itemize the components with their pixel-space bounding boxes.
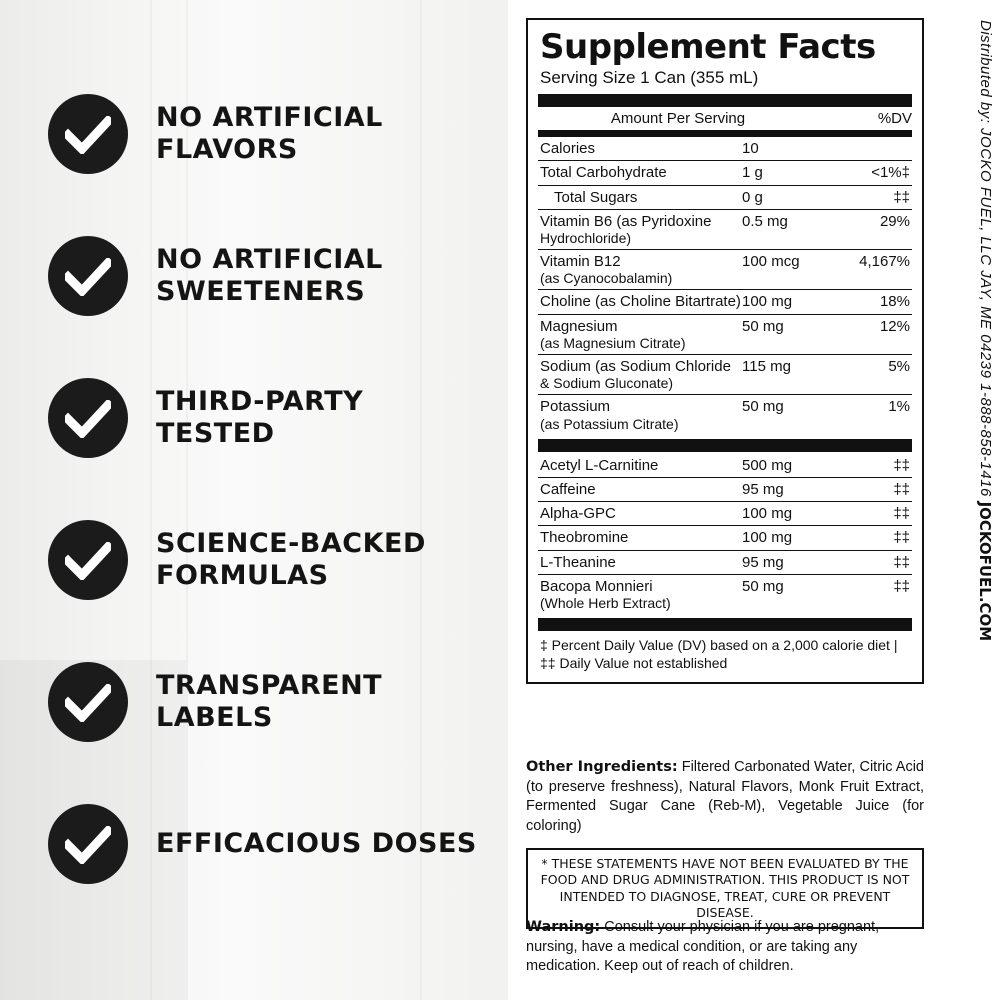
divider-thick <box>538 618 912 631</box>
check-icon <box>48 94 128 174</box>
table-header-row <box>538 107 912 130</box>
nutrient-amount: 1 g <box>742 164 763 182</box>
ingredient-dv: ‡‡ <box>893 480 910 498</box>
benefit-item <box>48 72 508 196</box>
nutrient-name-main: Magnesium <box>540 317 618 335</box>
supplement-facts-title: Supplement Facts <box>540 27 876 67</box>
nutrient-dv: 12% <box>879 317 910 335</box>
nutrient-amount: 0.5 mg <box>742 212 788 230</box>
fda-disclaimer-text: * THESE STATEMENTS HAVE NOT BEEN EVALUATED BY THE FOOD AND DRUG ADMINISTRATION. THIS PRODUCT IS NOT INTENDED TO DIAGNOSE, TREAT, CURE OR PREVENT DISEASE. <box>540 856 910 920</box>
nutrient-name-main: Vitamin B12 <box>540 253 621 271</box>
fda-disclaimer-box <box>526 848 924 929</box>
nutrient-name-sub: (as Cyanocobalamin) <box>540 270 673 287</box>
brand-website: JOCKOFUEL.COM <box>976 501 994 642</box>
table-row <box>538 137 912 160</box>
nutrient-name: Calories <box>540 140 596 157</box>
nutrient-name-sub: (as Potassium Citrate) <box>540 415 679 432</box>
check-icon <box>48 520 128 600</box>
daily-value-footnote: ‡ Percent Daily Value (DV) based on a 2,000 calorie diet | ‡‡ Daily Value not established <box>540 637 898 671</box>
nutrient-name-main: Sodium (as Sodium Chloride <box>540 358 731 376</box>
table-row <box>538 574 912 614</box>
table-row <box>538 394 912 434</box>
supplement-facts-box <box>526 18 924 684</box>
table-row <box>538 354 912 394</box>
divider-thick <box>538 94 912 107</box>
benefit-item <box>48 640 508 764</box>
nutrient-name <box>538 318 742 351</box>
benefit-item <box>48 356 508 480</box>
nutrient-name-sub: (as Magnesium Citrate) <box>540 334 686 351</box>
warning-text <box>526 918 924 977</box>
header-amount-per-serving: Amount Per Serving <box>610 110 746 127</box>
nutrient-name: Total Carbohydrate <box>540 164 667 182</box>
nutrient-dv: 1% <box>888 398 910 416</box>
ingredient-name-main: Bacopa Monnieri <box>540 577 653 595</box>
check-icon <box>48 236 128 316</box>
ingredient-dv: ‡‡ <box>893 529 910 547</box>
benefit-label: EFFICACIOUS DOSES <box>156 828 477 860</box>
benefits-list <box>48 72 508 924</box>
nutrient-name-main: Vitamin B6 (as Pyridoxine <box>540 212 712 230</box>
ingredient-name: Theobromine <box>540 529 629 547</box>
nutrient-dv: 29% <box>879 212 910 230</box>
nutrient-amount: 100 mg <box>742 293 793 311</box>
table-row <box>538 289 912 313</box>
nutrient-amount: 100 mcg <box>742 253 800 271</box>
nutrient-dv: 18% <box>879 293 910 311</box>
header-percent-dv: %DV <box>877 110 912 127</box>
check-icon <box>48 662 128 742</box>
nutrient-name: Total Sugars <box>554 188 638 206</box>
check-icon <box>48 378 128 458</box>
ingredient-dv: ‡‡ <box>893 577 910 595</box>
nutrient-amount: 115 mg <box>742 358 791 376</box>
nutrient-amount: 50 mg <box>742 398 784 416</box>
benefit-label: TRANSPARENT LABELS <box>156 670 383 733</box>
ingredient-name <box>538 578 742 611</box>
other-ingredients <box>526 758 924 836</box>
warning-label: Warning: <box>526 919 601 935</box>
table-row <box>538 249 912 289</box>
benefit-item <box>48 498 508 622</box>
check-icon <box>48 804 128 884</box>
ingredient-amount: 500 mg <box>742 456 793 474</box>
divider-thick <box>538 439 912 452</box>
nutrient-name-sub: Hydrochloride) <box>540 230 632 246</box>
ingredient-amount: 95 mg <box>742 480 784 498</box>
benefit-item <box>48 782 508 906</box>
ingredient-amount: 50 mg <box>742 577 784 595</box>
ingredient-dv: ‡‡ <box>893 553 910 571</box>
table-row <box>538 550 912 574</box>
nutrient-dv: ‡‡ <box>893 188 910 206</box>
nutrient-dv: <1%‡ <box>871 164 910 182</box>
ingredient-name: Caffeine <box>540 480 596 498</box>
ingredient-amount: 95 mg <box>742 553 784 571</box>
nutrient-name: Choline (as Choline Bitartrate) <box>540 293 741 311</box>
ingredient-name-sub: (Whole Herb Extract) <box>540 595 671 612</box>
supplement-label-panel <box>508 0 1000 1000</box>
nutrient-amount: 50 mg <box>742 317 784 335</box>
benefit-item <box>48 214 508 338</box>
benefit-label: SCIENCE-BACKED FORMULAS <box>156 528 426 591</box>
ingredient-name: Acetyl L-Carnitine <box>540 456 659 474</box>
ingredient-name: L-Theanine <box>540 553 616 571</box>
table-row <box>538 525 912 549</box>
ingredient-dv: ‡‡ <box>893 505 910 523</box>
distributor-side-text <box>960 20 994 760</box>
nutrient-amount: 10 <box>742 140 759 157</box>
nutrient-dv: 4,167% <box>859 253 910 271</box>
table-row <box>538 185 912 209</box>
nutrient-name <box>538 253 742 286</box>
table-row <box>538 209 912 249</box>
ingredient-amount: 100 mg <box>742 505 793 523</box>
benefit-label: THIRD-PARTY TESTED <box>156 386 364 449</box>
serving-size: Serving Size 1 Can (355 mL) <box>540 68 759 87</box>
ingredient-name: Alpha-GPC <box>540 505 616 523</box>
warning-body: Consult your physician if you are pregnant, nursing, have a medical condition, or are taking any medication. Keep out of reach of children. <box>526 919 880 975</box>
nutrient-name <box>538 398 742 431</box>
nutrient-name <box>538 358 742 391</box>
divider-mid <box>538 130 912 137</box>
benefit-label: NO ARTIFICIAL FLAVORS <box>156 102 383 165</box>
ingredient-dv: ‡‡ <box>893 456 910 474</box>
distributor-text: Distributed by: JOCKO FUEL, LLC JAY, ME 04239 1-888-858-1416 <box>977 20 994 502</box>
benefit-label: NO ARTIFICIAL SWEETENERS <box>156 244 383 307</box>
table-row <box>538 160 912 184</box>
nutrient-name-sub: & Sodium Gluconate) <box>540 375 674 392</box>
other-ingredients-label: Other Ingredients: <box>526 759 678 775</box>
table-row <box>538 452 912 477</box>
table-row <box>538 501 912 525</box>
nutrient-dv: 5% <box>888 358 910 376</box>
nutrient-name-main: Potassium <box>540 398 611 416</box>
other-ingredients-text: Filtered Carbonated Water, Citric Acid (to preserve freshness), Natural Flavors, Monk Fruit Extract, Fermented Sugar Cane (Reb-M), Vegetable Juice (for coloring) <box>526 759 924 834</box>
nutrient-amount: 0 g <box>742 188 763 206</box>
ingredient-amount: 100 mg <box>742 529 793 547</box>
table-row <box>538 314 912 354</box>
nutrient-name <box>538 213 742 246</box>
table-row <box>538 477 912 501</box>
